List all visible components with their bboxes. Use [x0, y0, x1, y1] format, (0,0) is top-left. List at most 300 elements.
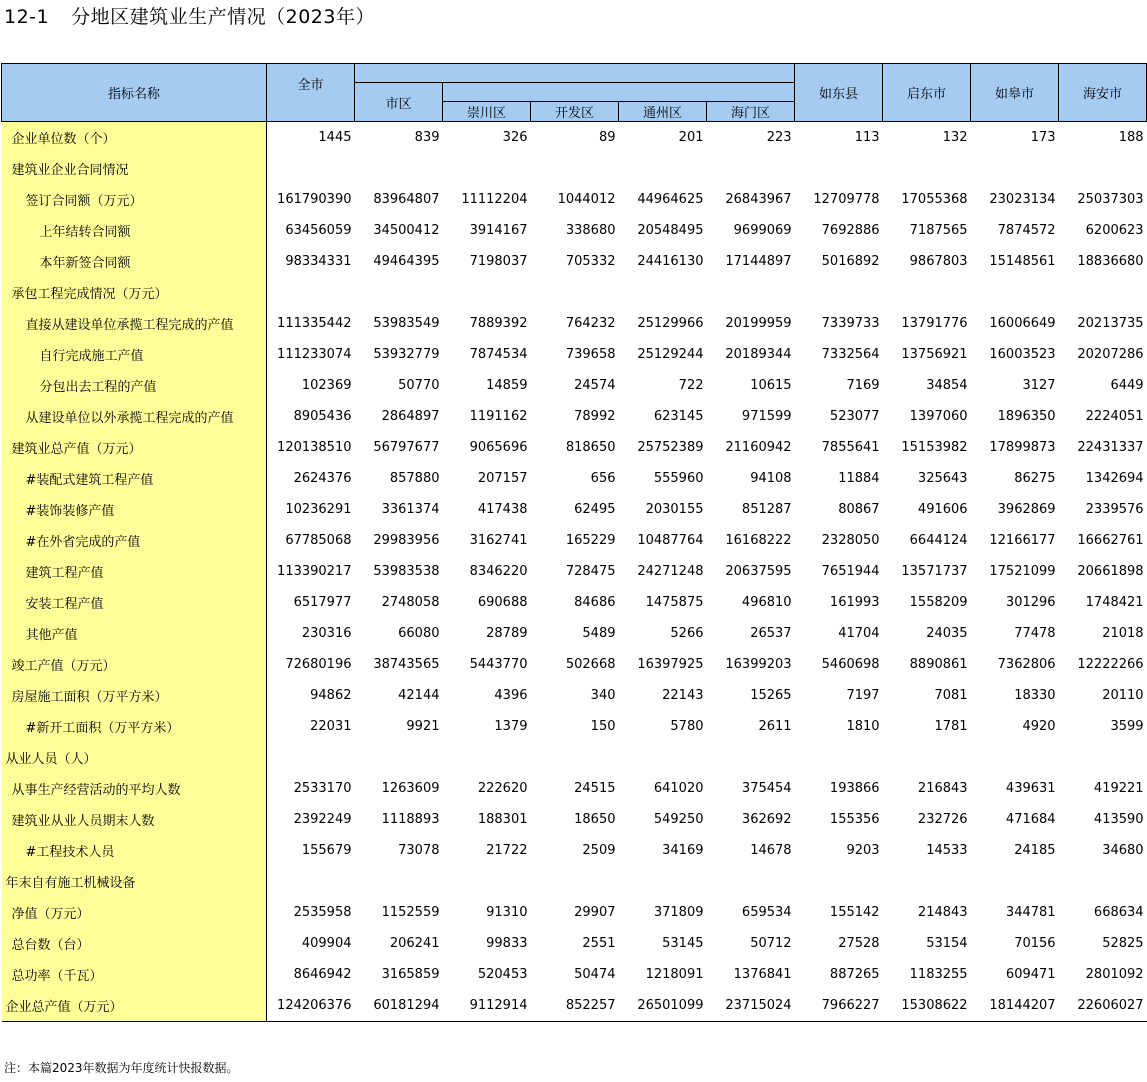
cell-value: [795, 742, 883, 773]
cell-value: 18650: [574, 812, 616, 827]
cell-value: 1183255: [909, 967, 968, 982]
cell-value: 17899873: [989, 440, 1056, 455]
cell-value: 28789: [486, 626, 528, 641]
row-label: 承包工程完成情况（万元）: [2, 277, 267, 308]
cell-value: 668634: [1093, 905, 1144, 920]
cell-value: 8346220: [469, 564, 528, 579]
cell-value: 26537: [750, 626, 792, 641]
cell-value: 2328050: [821, 533, 880, 548]
cell-value: 98334331: [285, 254, 352, 269]
cell-value: 155679: [301, 843, 352, 858]
cell-value: 201: [678, 130, 704, 145]
header-all-city: 全市: [267, 64, 355, 122]
cell-value: 193866: [829, 781, 880, 796]
cell-value: 20637595: [725, 564, 792, 579]
cell-value: 2392249: [293, 812, 352, 827]
cell-value: 50770: [398, 378, 440, 393]
cell-value: 111335442: [277, 316, 352, 331]
cell-value: 24515: [574, 781, 616, 796]
table-row: [2, 184, 1147, 215]
cell-value: 439631: [1005, 781, 1056, 796]
cell-value: 27528: [838, 936, 880, 951]
cell-value: 62495: [574, 502, 616, 517]
cell-value: 326: [502, 130, 528, 145]
cell-value: 471684: [1005, 812, 1056, 827]
cell-value: 111233074: [277, 347, 352, 362]
table-row: [2, 990, 1147, 1022]
row-label: 房屋施工面积（万平方米）: [2, 680, 267, 711]
cell-value: 6449: [1110, 378, 1144, 393]
header-qidong: 启东市: [883, 64, 971, 122]
cell-value: 1810: [846, 719, 880, 734]
cell-value: 7966227: [795, 990, 883, 1022]
table-row: [2, 618, 1147, 649]
cell-value: [267, 153, 355, 184]
row-label: 企业总产值（万元）: [2, 990, 267, 1022]
cell-value: 44964625: [637, 192, 704, 207]
cell-value: 49464395: [373, 254, 440, 269]
cell-value: 24416130: [637, 254, 704, 269]
cell-value: 25129966: [637, 316, 704, 331]
cell-value: 857880: [389, 471, 440, 486]
row-label: 年末自有施工机械设备: [2, 866, 267, 897]
cell-value: [443, 866, 531, 897]
table-row: [2, 773, 1147, 804]
table-row: [2, 153, 1147, 184]
cell-value: 17055368: [901, 192, 968, 207]
cell-value: 641020: [653, 781, 704, 796]
cell-value: 12222266: [1077, 657, 1144, 672]
cell-value: [795, 153, 883, 184]
cell-value: 22031: [310, 719, 352, 734]
row-label: #工程技术人员: [2, 835, 267, 866]
cell-value: [267, 866, 355, 897]
cell-value: 839: [414, 130, 440, 145]
table-row: [2, 432, 1147, 463]
cell-value: 705332: [565, 254, 616, 269]
table-row: [2, 711, 1147, 742]
table-row: [2, 277, 1147, 308]
cell-value: 72680196: [285, 657, 352, 672]
cell-value: 2801092: [1085, 967, 1144, 982]
table-row: [2, 525, 1147, 556]
cell-value: 15265: [750, 688, 792, 703]
cell-value: 11884: [838, 471, 880, 486]
cell-value: [795, 277, 883, 308]
cell-value: 8905436: [293, 409, 352, 424]
cell-value: 83964807: [373, 192, 440, 207]
cell-value: 53983549: [373, 316, 440, 331]
table-row: [2, 959, 1147, 990]
cell-value: [971, 742, 1059, 773]
cell-value: 5443770: [469, 657, 528, 672]
cell-value: 13571737: [901, 564, 968, 579]
cell-value: [531, 277, 619, 308]
cell-value: 7692886: [821, 223, 880, 238]
cell-value: 1376841: [733, 967, 792, 982]
row-label: 从事生产经营活动的平均人数: [2, 773, 267, 804]
row-label: 净值（万元）: [2, 897, 267, 928]
row-label: 建筑业企业合同情况: [2, 153, 267, 184]
cell-value: 94108: [750, 471, 792, 486]
row-label: 其他产值: [2, 618, 267, 649]
cell-value: [707, 277, 795, 308]
row-label: #在外省完成的产值: [2, 525, 267, 556]
cell-value: 20661898: [1077, 564, 1144, 579]
cell-value: 9921: [406, 719, 440, 734]
cell-value: 1263609: [381, 781, 440, 796]
cell-value: [267, 742, 355, 773]
cell-value: 10236291: [285, 502, 352, 517]
table-row: [2, 401, 1147, 432]
cell-value: 17521099: [989, 564, 1056, 579]
cell-value: 16006649: [989, 316, 1056, 331]
cell-value: 161790390: [277, 192, 352, 207]
table-row: [2, 866, 1147, 897]
cell-value: 24271248: [637, 564, 704, 579]
cell-value: 16397925: [637, 657, 704, 672]
cell-value: [619, 742, 707, 773]
cell-value: 549250: [653, 812, 704, 827]
cell-value: 413590: [1093, 812, 1144, 827]
statistics-table: [1, 63, 1147, 1022]
cell-value: 232726: [917, 812, 968, 827]
cell-value: 86275: [1014, 471, 1056, 486]
cell-value: 214843: [917, 905, 968, 920]
cell-value: 3127: [1022, 378, 1056, 393]
cell-value: 50474: [574, 967, 616, 982]
cell-value: 722: [678, 378, 704, 393]
table-row: [2, 742, 1147, 773]
cell-value: 7339733: [821, 316, 880, 331]
cell-value: 77478: [1014, 626, 1056, 641]
cell-value: 2224051: [1085, 409, 1144, 424]
cell-value: 1218091: [645, 967, 704, 982]
cell-value: [531, 742, 619, 773]
cell-value: 7187565: [909, 223, 968, 238]
table-row: [2, 835, 1147, 866]
cell-value: 1397060: [909, 409, 968, 424]
cell-value: 29907: [574, 905, 616, 920]
cell-value: 2624376: [293, 471, 352, 486]
cell-value: 656: [590, 471, 616, 486]
cell-value: 728475: [565, 564, 616, 579]
cell-value: 15153982: [901, 440, 968, 455]
cell-value: [619, 277, 707, 308]
cell-value: [971, 277, 1059, 308]
cell-value: 18330: [1014, 688, 1056, 703]
cell-value: 222620: [477, 781, 528, 796]
cell-value: 70156: [1014, 936, 1056, 951]
cell-value: 80867: [838, 502, 880, 517]
cell-value: [355, 153, 443, 184]
cell-value: 13791776: [901, 316, 968, 331]
cell-value: 99833: [486, 936, 528, 951]
cell-value: 53983538: [373, 564, 440, 579]
cell-value: 22143: [662, 688, 704, 703]
cell-value: 23023134: [989, 192, 1056, 207]
cell-value: 124206376: [267, 990, 355, 1022]
cell-value: 26843967: [725, 192, 792, 207]
cell-value: 2864897: [381, 409, 440, 424]
cell-value: 223: [766, 130, 792, 145]
cell-value: 7855641: [821, 440, 880, 455]
row-label: 安装工程产值: [2, 587, 267, 618]
cell-value: 5780: [670, 719, 704, 734]
cell-value: 34680: [1102, 843, 1144, 858]
cell-value: 22606027: [1059, 990, 1147, 1022]
cell-value: 73078: [398, 843, 440, 858]
cell-value: 609471: [1005, 967, 1056, 982]
cell-value: 18144207: [971, 990, 1059, 1022]
row-label: 从建设单位以外承揽工程完成的产值: [2, 401, 267, 432]
cell-value: 25129244: [637, 347, 704, 362]
cell-value: 2748058: [381, 595, 440, 610]
cell-value: 25037303: [1077, 192, 1144, 207]
cell-value: 9699069: [733, 223, 792, 238]
cell-value: [443, 277, 531, 308]
cell-value: 2339576: [1085, 502, 1144, 517]
cell-value: 216843: [917, 781, 968, 796]
cell-value: 25752389: [637, 440, 704, 455]
row-label: 签订合同额（万元）: [2, 184, 267, 215]
table-row: [2, 928, 1147, 959]
cell-value: 3599: [1110, 719, 1144, 734]
cell-value: 207157: [477, 471, 528, 486]
cell-value: 230316: [301, 626, 352, 641]
table-row: [2, 463, 1147, 494]
cell-value: [355, 742, 443, 773]
footnote: 注：本篇2023年数据为年度统计快报数据。: [4, 1061, 239, 1075]
cell-value: [619, 153, 707, 184]
cell-value: [1059, 277, 1147, 308]
cell-value: [531, 866, 619, 897]
cell-value: 409904: [301, 936, 352, 951]
cell-value: 24035: [926, 626, 968, 641]
table-row: [2, 897, 1147, 928]
table-header: [2, 64, 1147, 122]
cell-value: [443, 153, 531, 184]
cell-value: 94862: [310, 688, 352, 703]
cell-value: [531, 153, 619, 184]
cell-value: 89: [598, 130, 616, 145]
cell-value: 16399203: [725, 657, 792, 672]
cell-value: 3914167: [469, 223, 528, 238]
cell-value: [355, 866, 443, 897]
row-label: 从业人员（人）: [2, 742, 267, 773]
cell-value: 1191162: [469, 409, 528, 424]
cell-value: 155142: [829, 905, 880, 920]
cell-value: 8890861: [909, 657, 968, 672]
cell-value: 42144: [398, 688, 440, 703]
table-row: [2, 215, 1147, 246]
cell-value: 5489: [582, 626, 616, 641]
row-label: 建筑业从业人员期末人数: [2, 804, 267, 835]
cell-value: [883, 866, 971, 897]
cell-value: 120138510: [277, 440, 352, 455]
cell-value: 113: [854, 130, 880, 145]
cell-value: [1059, 742, 1147, 773]
table-row: [2, 370, 1147, 401]
cell-value: 53154: [926, 936, 968, 951]
cell-value: 34500412: [373, 223, 440, 238]
cell-value: 34169: [662, 843, 704, 858]
cell-value: 1342694: [1085, 471, 1144, 486]
cell-value: 417438: [477, 502, 528, 517]
row-label: #装饰装修产值: [2, 494, 267, 525]
row-label: 本年新签合同额: [2, 246, 267, 277]
cell-value: [443, 742, 531, 773]
cell-value: 26501099: [619, 990, 707, 1022]
cell-value: 7362806: [997, 657, 1056, 672]
cell-value: 23715024: [707, 990, 795, 1022]
cell-value: 14533: [926, 843, 968, 858]
row-label: 直接从建设单位承揽工程完成的产值: [2, 308, 267, 339]
table-row: [2, 556, 1147, 587]
cell-value: [971, 153, 1059, 184]
cell-value: 659534: [741, 905, 792, 920]
cell-value: 60181294: [355, 990, 443, 1022]
cell-value: 5460698: [821, 657, 880, 672]
cell-value: 971599: [741, 409, 792, 424]
header-rudong: 如东县: [795, 64, 883, 122]
table-row: [2, 122, 1147, 154]
cell-value: 16168222: [725, 533, 792, 548]
cell-value: 3361374: [381, 502, 440, 517]
cell-value: 165229: [565, 533, 616, 548]
cell-value: 6200623: [1085, 223, 1144, 238]
cell-value: 419221: [1093, 781, 1144, 796]
table-title: 分地区建筑业生产情况（2023年）: [71, 6, 375, 28]
cell-value: 7081: [934, 688, 968, 703]
cell-value: 5016892: [821, 254, 880, 269]
cell-value: 764232: [565, 316, 616, 331]
cell-value: 14678: [750, 843, 792, 858]
row-label: 建筑业总产值（万元）: [2, 432, 267, 463]
cell-value: 9203: [846, 843, 880, 858]
cell-value: 1896350: [997, 409, 1056, 424]
cell-value: 7198037: [469, 254, 528, 269]
cell-value: 53145: [662, 936, 704, 951]
cell-value: 9112914: [443, 990, 531, 1022]
cell-value: 16662761: [1077, 533, 1144, 548]
cell-value: [707, 742, 795, 773]
row-label: 企业单位数（个）: [2, 122, 267, 154]
cell-value: 20207286: [1077, 347, 1144, 362]
header-chongchuan: 崇川区: [443, 102, 531, 122]
cell-value: 10487764: [637, 533, 704, 548]
cell-value: 7874572: [997, 223, 1056, 238]
table-number: 12-1: [4, 6, 50, 28]
table-row: [2, 494, 1147, 525]
cell-value: 1118893: [381, 812, 440, 827]
cell-value: 739658: [565, 347, 616, 362]
cell-value: 1152559: [381, 905, 440, 920]
cell-value: 6644124: [909, 533, 968, 548]
cell-value: 17144897: [725, 254, 792, 269]
cell-value: 14859: [486, 378, 528, 393]
cell-value: 29983956: [373, 533, 440, 548]
cell-value: 41704: [838, 626, 880, 641]
cell-value: 523077: [829, 409, 880, 424]
cell-value: 113390217: [277, 564, 352, 579]
header-urban-group-top: [355, 64, 795, 83]
cell-value: 1781: [934, 719, 968, 734]
table-row: [2, 246, 1147, 277]
cell-value: 1445: [318, 130, 352, 145]
header-rugao: 如皋市: [971, 64, 1059, 122]
cell-value: 21018: [1102, 626, 1144, 641]
table-row: [2, 649, 1147, 680]
row-label: #新开工面积（万平方米）: [2, 711, 267, 742]
cell-value: 623145: [653, 409, 704, 424]
cell-value: 20548495: [637, 223, 704, 238]
cell-value: [971, 866, 1059, 897]
cell-value: [1059, 866, 1147, 897]
cell-value: 7651944: [821, 564, 880, 579]
header-tongzhou: 通州区: [619, 102, 707, 122]
cell-value: 2535958: [293, 905, 352, 920]
cell-value: 375454: [741, 781, 792, 796]
cell-value: 34854: [926, 378, 968, 393]
cell-value: 555960: [653, 471, 704, 486]
cell-value: 20189344: [725, 347, 792, 362]
cell-value: [267, 277, 355, 308]
cell-value: 84686: [574, 595, 616, 610]
cell-value: 9867803: [909, 254, 968, 269]
cell-value: 3165859: [381, 967, 440, 982]
cell-value: 2551: [582, 936, 616, 951]
cell-value: [883, 153, 971, 184]
cell-value: 155356: [829, 812, 880, 827]
cell-value: 132: [942, 130, 968, 145]
cell-value: 188: [1118, 130, 1144, 145]
cell-value: 496810: [741, 595, 792, 610]
cell-value: 1748421: [1085, 595, 1144, 610]
row-label: 总功率（千瓦）: [2, 959, 267, 990]
cell-value: 690688: [477, 595, 528, 610]
cell-value: 173: [1030, 130, 1056, 145]
cell-value: 11112204: [461, 192, 528, 207]
cell-value: 78992: [574, 409, 616, 424]
header-district-spacer: [443, 83, 795, 102]
cell-value: 50712: [750, 936, 792, 951]
cell-value: [795, 866, 883, 897]
cell-value: 325643: [917, 471, 968, 486]
row-label: 总台数（台）: [2, 928, 267, 959]
cell-value: 7874534: [469, 347, 528, 362]
cell-value: 9065696: [469, 440, 528, 455]
cell-value: [355, 277, 443, 308]
cell-value: 6517977: [293, 595, 352, 610]
cell-value: 38743565: [373, 657, 440, 672]
row-label: 自行完成施工产值: [2, 339, 267, 370]
cell-value: 102369: [301, 378, 352, 393]
cell-value: 22431337: [1077, 440, 1144, 455]
cell-value: 206241: [389, 936, 440, 951]
cell-value: 7197: [846, 688, 880, 703]
cell-value: 818650: [565, 440, 616, 455]
table-row: [2, 339, 1147, 370]
cell-value: 2611: [758, 719, 792, 734]
cell-value: 7332564: [821, 347, 880, 362]
cell-value: 344781: [1005, 905, 1056, 920]
cell-value: 24574: [574, 378, 616, 393]
cell-value: [883, 742, 971, 773]
cell-value: 10615: [750, 378, 792, 393]
cell-value: 3962869: [997, 502, 1056, 517]
cell-value: 340: [590, 688, 616, 703]
